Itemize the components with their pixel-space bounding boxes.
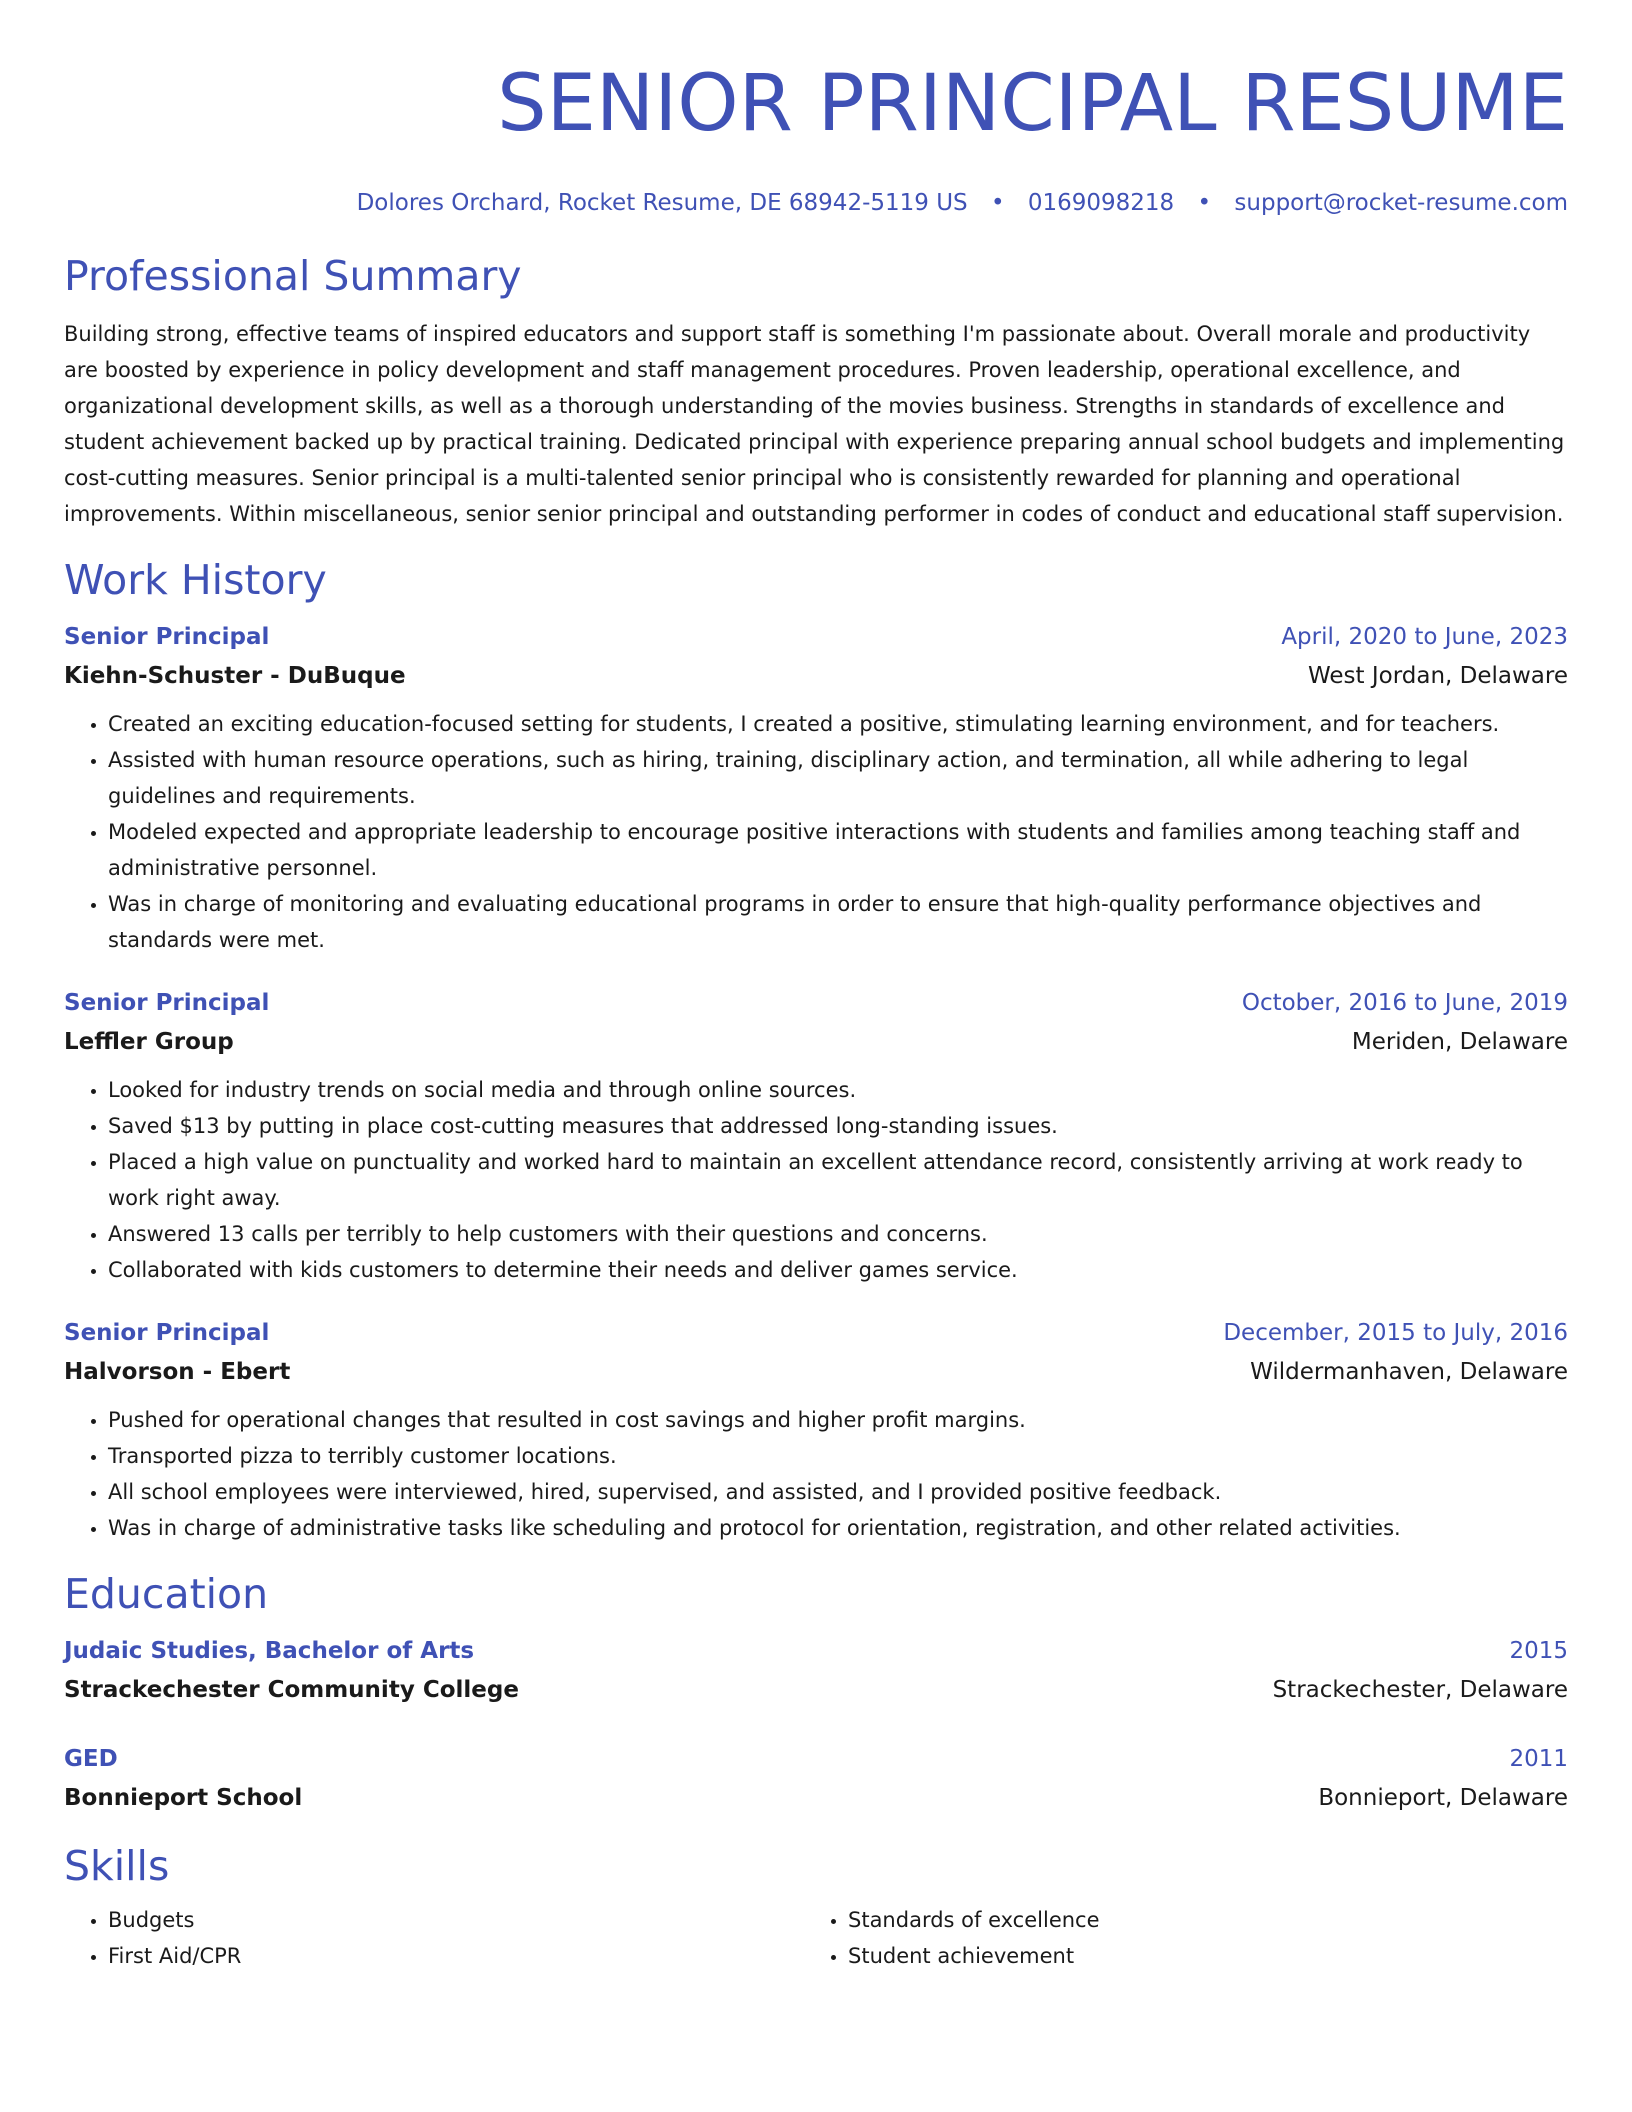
education-degree: GED: [64, 1746, 118, 1772]
list-item: • Transported pizza to terribly customer locations.: [108, 1438, 1568, 1474]
list-item: • Placed a high value on punctuality and worked hard to maintain an excellent attendance record, consistently arriving at work ready to work right away.: [108, 1144, 1568, 1216]
job-dates: April, 2020 to June, 2023: [1281, 624, 1568, 650]
education-location: Strackechester, Delaware: [1272, 1677, 1568, 1703]
contact-address: Dolores Orchard, Rocket Resume, DE 68942-5119 US: [356, 190, 968, 216]
list-item: • Budgets: [108, 1902, 804, 1938]
skills-title: Skills: [64, 1842, 170, 1890]
list-item: • Looked for industry trends on social media and through online sources.: [108, 1072, 1568, 1108]
list-item: • Student achievement: [848, 1938, 1544, 1974]
education-entry: [64, 1740, 1568, 1818]
education-entry: [64, 1632, 1568, 1710]
education-location: Bonnieport, Delaware: [1318, 1785, 1568, 1811]
education-title: Education: [64, 1570, 269, 1618]
list-item: • Answered 13 calls per terribly to help customers with their questions and concerns.: [108, 1216, 1568, 1252]
contact-phone: 0169098218: [1027, 190, 1175, 216]
contact-line: [64, 186, 1568, 220]
education-school: Strackechester Community College: [64, 1677, 519, 1703]
education-year: 2015: [1509, 1638, 1568, 1664]
job-bullets: [64, 706, 1568, 958]
list-item: • Saved $13 by putting in place cost-cutting measures that addressed long-standing issues.: [108, 1108, 1568, 1144]
skills-list: [64, 1902, 804, 1974]
job-company: Halvorson - Ebert: [64, 1359, 291, 1385]
skills-column-right: [804, 1892, 1544, 1974]
job-entry: [64, 984, 1568, 1288]
job-company: Kiehn-Schuster - DuBuque: [64, 663, 406, 689]
skills-section: [64, 1840, 1568, 1974]
work-section: [64, 554, 1568, 1546]
summary-title: Professional Summary: [64, 252, 522, 300]
list-item: • All school employees were interviewed, hired, supervised, and assisted, and I provided positive feedback.: [108, 1474, 1568, 1510]
job-title: Senior Principal: [64, 990, 270, 1016]
list-item: • Was in charge of monitoring and evaluating educational programs in order to ensure that high-quality performance objectives and standards were met.: [108, 886, 1568, 958]
list-item: • Modeled expected and appropriate leadership to encourage positive interactions with students and families among teaching staff and administrative personnel.: [108, 814, 1568, 886]
education-degree: Judaic Studies, Bachelor of Arts: [64, 1638, 475, 1664]
job-location: Meriden, Delaware: [1351, 1029, 1568, 1055]
list-item: • First Aid/CPR: [108, 1938, 804, 1974]
job-bullets: [64, 1402, 1568, 1546]
skills-columns: [64, 1892, 1568, 1974]
job-company: Leffler Group: [64, 1029, 234, 1055]
work-title: Work History: [64, 556, 327, 604]
skills-list: [804, 1902, 1544, 1974]
education-school: Bonnieport School: [64, 1785, 303, 1811]
contact-separator: •: [990, 190, 1005, 216]
job-entry: [64, 618, 1568, 958]
skills-column-left: [64, 1892, 804, 1974]
contact-email: support@rocket-resume.com: [1234, 190, 1568, 216]
education-year: 2011: [1509, 1746, 1568, 1772]
job-title: Senior Principal: [64, 1320, 270, 1346]
summary-section: [64, 250, 1568, 532]
job-bullets: [64, 1072, 1568, 1288]
list-item: • Was in charge of administrative tasks like scheduling and protocol for orientation, registration, and other related activities.: [108, 1510, 1568, 1546]
list-item: • Pushed for operational changes that resulted in cost savings and higher profit margins.: [108, 1402, 1568, 1438]
education-section: [64, 1568, 1568, 1818]
job-title: Senior Principal: [64, 624, 270, 650]
job-entry: [64, 1314, 1568, 1546]
job-location: Wildermanhaven, Delaware: [1250, 1359, 1568, 1385]
contact-separator: •: [1197, 190, 1212, 216]
list-item: • Standards of excellence: [848, 1902, 1544, 1938]
job-dates: October, 2016 to June, 2019: [1241, 990, 1568, 1016]
job-dates: December, 2015 to July, 2016: [1223, 1320, 1568, 1346]
job-location: West Jordan, Delaware: [1307, 663, 1568, 689]
resume-name: SENIOR PRINCIPAL RESUME: [497, 59, 1568, 149]
summary-text: Building strong, effective teams of inspired educators and support staff is something I'm passionate about. Overall morale and productivity are boosted by experience in policy development and staff management procedures. Proven leadership, operational excellence, and organizational development skills, as well as a thorough understanding of the movies business. Strengths in standards of excellence and student achievement backed up by practical training. Dedicated principal with experience preparing annual school budgets and implementing cost-cutting measures. Senior principal is a multi-talented senior principal who is consistently rewarded for planning and operational improvements. Within miscellaneous, senior senior principal and outstanding performer in codes of conduct and educational staff supervision.: [64, 322, 1565, 526]
list-item: • Assisted with human resource operations, such as hiring, training, disciplinary action, and termination, all while adhering to legal guidelines and requirements.: [108, 742, 1568, 814]
list-item: • Collaborated with kids customers to determine their needs and deliver games service.: [108, 1252, 1568, 1288]
list-item: • Created an exciting education-focused setting for students, I created a positive, stimulating learning environment, and for teachers.: [108, 706, 1568, 742]
